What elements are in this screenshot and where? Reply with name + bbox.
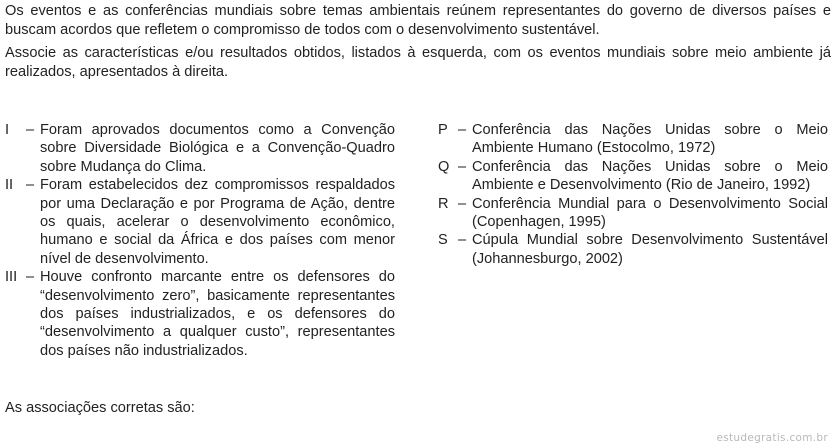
item-label: P bbox=[438, 122, 448, 138]
item-text: Conferência Mundial para o Desenvolvimento Social (Copenhagen, 1995) bbox=[472, 195, 828, 231]
item-label: R bbox=[438, 195, 449, 212]
item-text: Houve confronto marcante entre os defensores do “desenvolvimento zero”, basicamente representantes dos países industrializados, e os defensores do “desenvolvimento a qualquer custo”, representantes dos países não industrializados. bbox=[40, 269, 395, 359]
item-label: I bbox=[5, 122, 10, 138]
item-label: III bbox=[5, 269, 18, 286]
item-text: Conferência das Nações Unidas sobre o Meio Ambiente e Desenvolvimento (Rio de Janeiro, 1992) bbox=[472, 158, 828, 194]
item-dash: – bbox=[458, 158, 467, 175]
characteristics-list bbox=[5, 121, 395, 360]
events-list bbox=[438, 121, 828, 268]
event-item-s bbox=[438, 231, 828, 268]
characteristic-item-i bbox=[5, 121, 395, 176]
event-item-p bbox=[438, 121, 828, 158]
site-watermark: estudegratis.com.br bbox=[716, 432, 828, 444]
intro-paragraph-1: Os eventos e as conferências mundiais sobre temas ambientais reúnem representantes do governo de diversos países e buscam acordos que refletem o compromisso de todos com o desenvolvimento sustentável. bbox=[5, 3, 831, 38]
characteristic-item-ii bbox=[5, 176, 395, 268]
question-intro bbox=[5, 2, 831, 82]
item-text: Foram aprovados documentos como a Convenção sobre Diversidade Biológica e a Convenção-Quadro sobre Mudança do Clima. bbox=[40, 122, 395, 175]
item-dash: – bbox=[26, 122, 35, 138]
item-text: Cúpula Mundial sobre Desenvolvimento Sustentável (Johannesburgo, 2002) bbox=[472, 232, 828, 267]
item-label: S bbox=[438, 232, 448, 249]
question-prompt: As associações corretas são: bbox=[5, 400, 195, 416]
item-dash: – bbox=[26, 177, 35, 194]
item-dash: – bbox=[458, 195, 467, 212]
intro-paragraph-2: Associe as características e/ou resultados obtidos, listados à esquerda, com os eventos mundiais sobre meio ambiente já realizados, apresentados à direita. bbox=[5, 45, 831, 80]
event-item-r bbox=[438, 195, 828, 232]
characteristic-item-iii bbox=[5, 268, 395, 360]
item-dash: – bbox=[458, 122, 467, 138]
item-text: Foram estabelecidos dez compromissos respaldados por uma Declaração e por Programa de Ação, dentre os quais, acelerar o desenvolvimento econômico, humano e social da África e dos países com menor nível de desenvolvimento. bbox=[40, 177, 395, 267]
item-label: II bbox=[5, 177, 14, 194]
item-dash: – bbox=[458, 232, 467, 249]
item-dash: – bbox=[26, 269, 35, 286]
event-item-q bbox=[438, 158, 828, 195]
item-text: Conferência das Nações Unidas sobre o Meio Ambiente Humano (Estocolmo, 1972) bbox=[472, 122, 828, 157]
item-label: Q bbox=[438, 158, 450, 175]
